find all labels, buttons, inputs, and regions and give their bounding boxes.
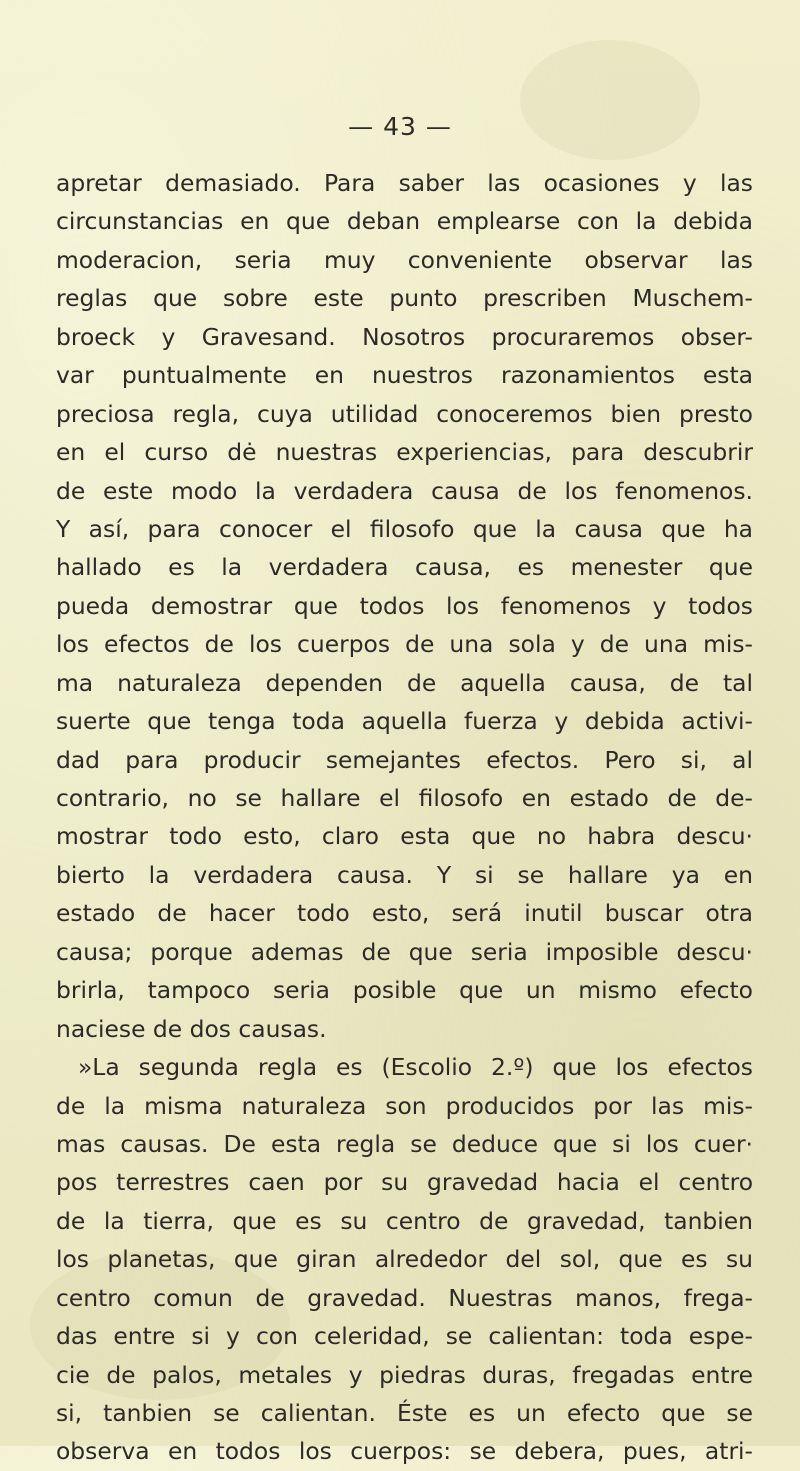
- text-line: en el curso dė nuestras experiencias, para descubrir: [56, 438, 753, 467]
- body-text: [56, 164, 753, 1471]
- text-line: observa en todos los cuerpos: se debera, pues, atri-: [56, 1437, 753, 1466]
- page-number: — 43 —: [348, 112, 452, 141]
- text-line: Y así, para conocer el filosofo que la causa que ha: [56, 514, 753, 543]
- text-line: mas causas. De esta regla se deduce que si los cuer·: [56, 1129, 753, 1158]
- text-line: de la tierra, que es su centro de gravedad, tanbien: [56, 1206, 753, 1235]
- text-line: de este modo la verdadera causa de los fenomenos.: [56, 476, 753, 505]
- text-line: contrario, no se hallare el filosofo en estado de de-: [56, 784, 753, 812]
- text-line: cie de palos, metales y piedras duras, fregadas entre: [56, 1360, 753, 1389]
- text-line: bierto la verdadera causa. Y si se hallare ya en: [56, 860, 753, 889]
- text-line: pueda demostrar que todos los fenomenos y todos: [56, 591, 753, 620]
- text-line: suerte que tenga toda aquella fuerza y debida activi-: [56, 707, 753, 736]
- text-line: los planetas, que giran alrededor del sol, que es su: [56, 1245, 753, 1274]
- text-line: brirla, tampoco seria posible que un mismo efecto: [56, 976, 753, 1005]
- paragraph-end-line: naciese de dos causas.: [56, 1014, 327, 1043]
- text-line: var puntualmente en nuestros razonamientos esta: [56, 361, 753, 390]
- text-line: reglas que sobre este punto prescriben Muschem-: [56, 284, 753, 313]
- text-line: pos terrestres caen por su gravedad hacia el centro: [56, 1168, 753, 1197]
- text-line: ma naturaleza dependen de aquella causa, de tal: [56, 668, 753, 697]
- text-line: hallado es la verdadera causa, es menester que: [56, 553, 753, 582]
- text-line: preciosa regla, cuya utilidad conoceremos bien presto: [56, 399, 753, 428]
- text-line: centro comun de gravedad. Nuestras manos, frega-: [56, 1283, 753, 1312]
- paragraph-start-line: »La segunda regla es (Escolio 2.º) que los efectos: [78, 1053, 753, 1082]
- text-line: dad para producir semejantes efectos. Pero si, al: [56, 745, 753, 774]
- text-line: broeck y Gravesand. Nosotros procuraremos obser-: [56, 322, 753, 351]
- text-line: apretar demasiado. Para saber las ocasiones y las: [56, 169, 753, 197]
- paper-stain: [520, 40, 700, 160]
- text-line: moderacion, seria muy conveniente observar las: [56, 245, 753, 274]
- text-line: los efectos de los cuerpos de una sola y de una mis-: [56, 630, 753, 659]
- text-line: causa; porque ademas de que seria imposible descu·: [56, 937, 753, 966]
- text-line: mostrar todo esto, claro esta que no habra descu·: [56, 822, 753, 851]
- text-line: das entre si y con celeridad, se calientan: toda espe-: [56, 1322, 753, 1351]
- text-line: si, tanbien se calientan. Éste es un efecto que se: [56, 1399, 753, 1427]
- text-line: circunstancias en que deban emplearse con la debida: [56, 207, 753, 236]
- text-line: de la misma naturaleza son producidos por las mis-: [56, 1091, 753, 1120]
- text-line: estado de hacer todo esto, será inutil buscar otra: [56, 899, 753, 928]
